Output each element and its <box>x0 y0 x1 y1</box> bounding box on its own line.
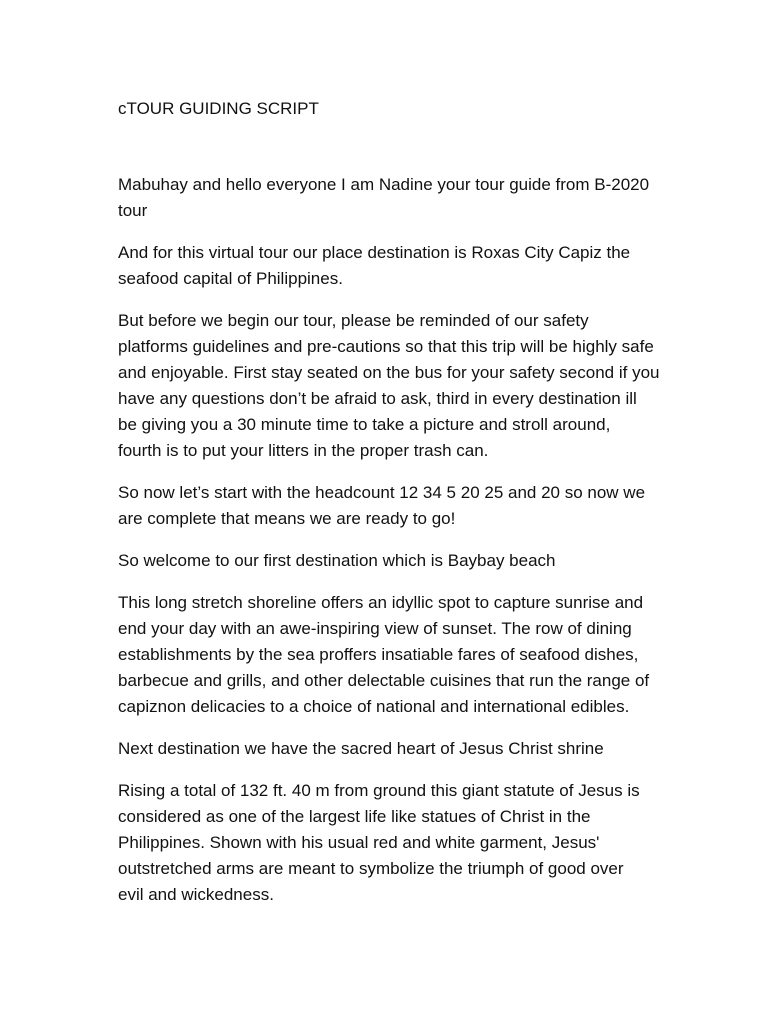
paragraph-line: platforms guidelines and pre-cautions so that this trip will be highly safe <box>118 337 654 356</box>
paragraph <box>118 308 738 464</box>
paragraph-line: seafood capital of Philippines. <box>118 269 343 288</box>
paragraph-line: end your day with an awe-inspiring view of sunset. The row of dining <box>118 619 632 638</box>
paragraph-line: barbecue and grills, and other delectable cuisines that run the range of <box>118 671 650 690</box>
paragraph-line: But before we begin our tour, please be reminded of our safety <box>118 311 589 330</box>
paragraph <box>118 548 738 574</box>
document-title: cTOUR GUIDING SCRIPT <box>118 99 319 118</box>
paragraph-line: outstretched arms are meant to symbolize the triumph of good over <box>118 859 624 878</box>
paragraph-line: So welcome to our first destination which is Baybay beach <box>118 551 556 570</box>
paragraph-line: considered as one of the largest life like statues of Christ in the <box>118 807 591 826</box>
paragraph-line: This long stretch shoreline offers an idyllic spot to capture sunrise and <box>118 593 644 612</box>
paragraph-line: Next destination we have the sacred heart of Jesus Christ shrine <box>118 739 604 758</box>
paragraph <box>118 590 738 720</box>
paragraph <box>118 736 738 762</box>
paragraph-line: be giving you a 30 minute time to take a picture and stroll around, <box>118 415 611 434</box>
paragraph-line: tour <box>118 201 148 220</box>
paragraph <box>118 778 738 908</box>
paragraph-line: And for this virtual tour our place destination is Roxas City Capiz the <box>118 243 631 262</box>
paragraph-line: So now let’s start with the headcount 12 34 5 20 25 and 20 so now we <box>118 483 646 502</box>
paragraph-line: have any questions don’t be afraid to ask, third in every destination ill <box>118 389 637 408</box>
paragraph-line: and enjoyable. First stay seated on the bus for your safety second if you <box>118 363 660 382</box>
paragraph-line: Mabuhay and hello everyone I am Nadine your tour guide from B-2020 <box>118 175 650 194</box>
paragraph-line: establishments by the sea proffers insatiable fares of seafood dishes, <box>118 645 639 664</box>
paragraph-line: evil and wickedness. <box>118 885 274 904</box>
document-body <box>118 172 738 908</box>
paragraph <box>118 172 738 224</box>
paragraph-line: Rising a total of 132 ft. 40 m from ground this giant statute of Jesus is <box>118 781 640 800</box>
paragraph <box>118 480 738 532</box>
paragraph <box>118 240 738 292</box>
document-page <box>118 96 738 924</box>
paragraph-line: capiznon delicacies to a choice of national and international edibles. <box>118 697 630 716</box>
paragraph-line: are complete that means we are ready to go! <box>118 509 456 528</box>
paragraph-line: Philippines. Shown with his usual red and white garment, Jesus' <box>118 833 600 852</box>
paragraph-line: fourth is to put your litters in the proper trash can. <box>118 441 489 460</box>
